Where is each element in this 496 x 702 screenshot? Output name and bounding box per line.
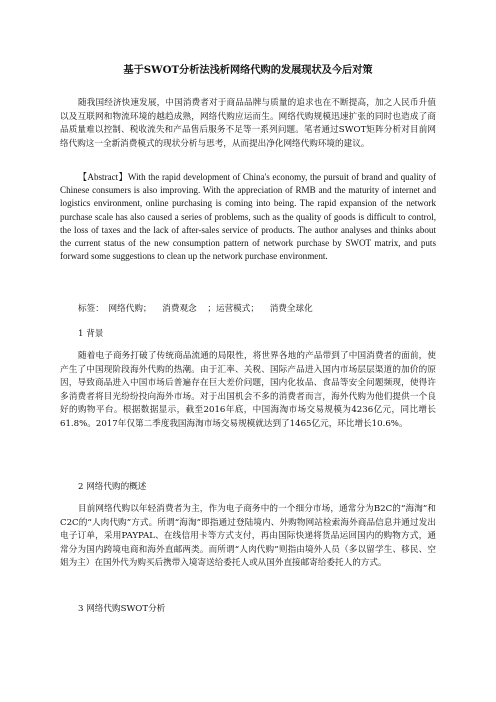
abstract-english: 【Abstract】With the rapid development of China's economy, the pursuit of brand and quality of Chinese consumers is also improving. With the appreciation of RMB and the maturity of internet and logistics environment, online purchasing is coming into being. The rapid expansion of the network purchase scale has also caused a series of problems, such as the quality of goods is difficult to control, the loss of taxes and the lack of after-sales service of products. The author analyses and thinks about the current status of the new consumption pattern of network purchase by SWOT matrix, and puts forward some suggestions to clean up the network purchase environment. — [60, 172, 436, 262]
section-heading-3: 3 网络代购SWOT分析 — [78, 604, 166, 614]
keyword: 消费观念 — [162, 304, 197, 314]
section-heading-2: 2 网络代购的概述 — [78, 482, 147, 492]
keyword: 消费全球化 — [269, 304, 313, 314]
keywords-label: 标签： — [78, 304, 104, 314]
section-body-2: 目前网络代购以年轻消费者为主，作为电子商务中的一个细分市场，通常分为B2C的“海淘”和C2C的“人肉代购”方式。所谓“海淘”即指通过登陆境内、外购物网站检索海外商品信息并通过发出电子订单，采用PAYPAL、在线信用卡等方式支付，再由国际快递将货品运回国内的购物方式，通常分为国内跨境电商和海外直邮两类。而所谓“人肉代购”则指由境外人员（多以留学生、移民、空姐为主）在国外代为购买后携带入境寄送给委托人或从国外直接邮寄给委托人的方式。 — [60, 504, 436, 568]
abstract-chinese: 随我国经济快速发展，中国消费者对于商品品牌与质量的追求也在不断提高，加之人民币升值以及互联网和物流环境的越趋成熟，网络代购应运而生。网络代购规模迅速扩张的同时也造成了商品质量难以控制、税收流失和产品售后服务不足等一系列问题。笔者通过SWOT矩阵分析对目前网络代购这一全新消费模式的现状分析与思考，从而提出净化网络代购环境的建议。 — [60, 98, 436, 149]
section-heading-1: 1 背景 — [78, 329, 104, 339]
keyword: 网络代购； — [108, 304, 152, 314]
document-title: 基于SWOT分析法浅析网络代购的发展现状及今后对策 — [123, 64, 373, 76]
keyword: ；运营模式； — [207, 304, 259, 314]
section-body-1: 随着电子商务打破了传统商品流通的局限性，将世界各地的产品带到了中国消费者的面前，使产生了中国现阶段海外代购的热潮。由于汇率、关税、国际产品进入国内市场层层渠道的加价的原因，导致商品进入中国市场后普遍存在巨大差价问题，国内化妆品、食品等安全问题频现，使得许多消费者将目光纷纷投向海外市场。对于出国机会不多的消费者而言，海外代购为他们提供一个良好的购物平台。根据数据显示，截至2016年底，中国海淘市场交易规模为4236亿元，同比增长61.8%。2017年仅第二季度我国海淘市场交易规模就达到了1465亿元，环比增长10.6%。 — [60, 351, 436, 429]
keywords-line — [78, 303, 313, 316]
